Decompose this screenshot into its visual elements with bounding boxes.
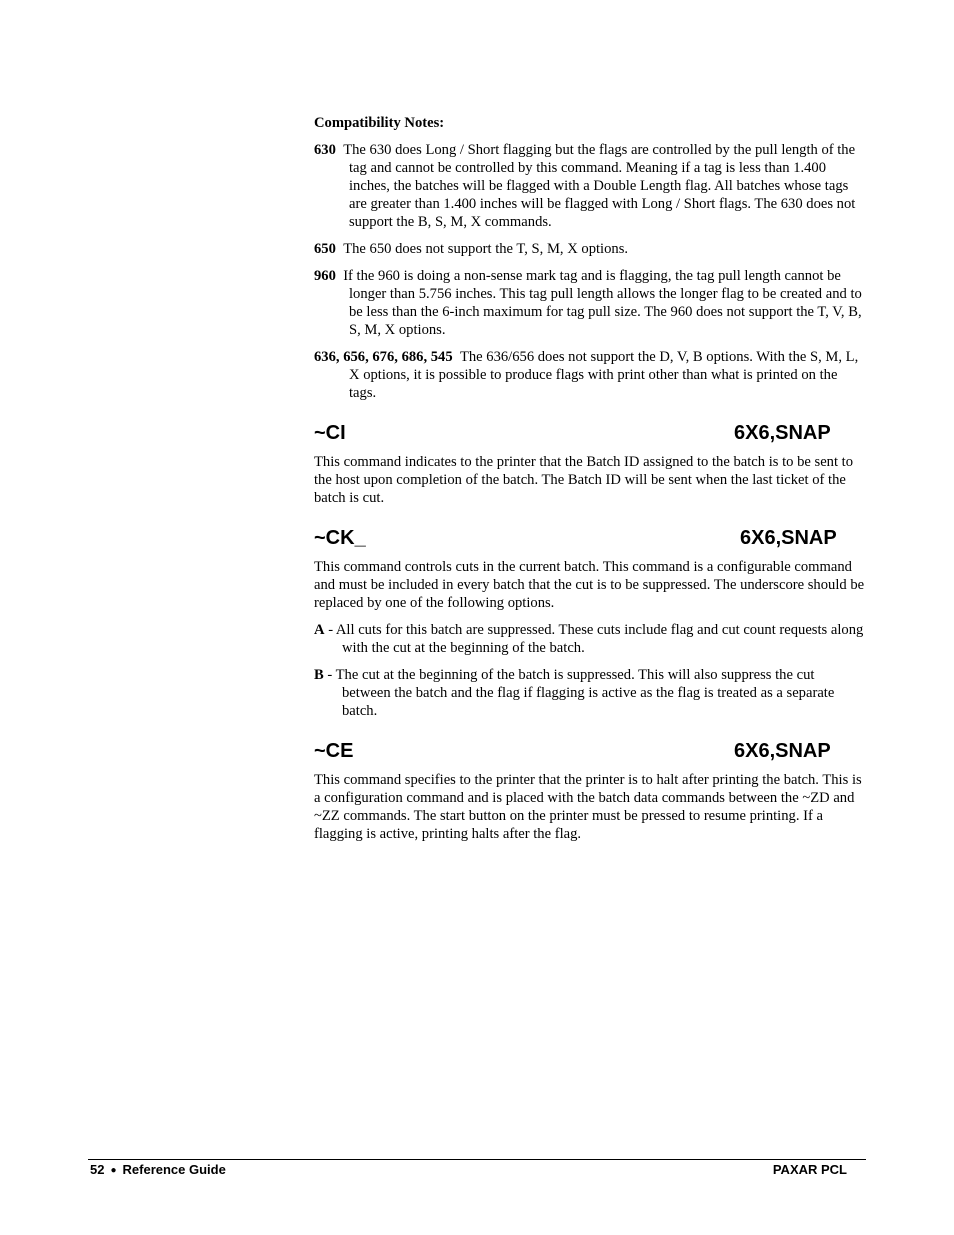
command-platforms: 6X6,SNAP bbox=[740, 527, 837, 549]
command-heading-ck bbox=[314, 526, 866, 550]
option-b bbox=[314, 666, 866, 720]
guide-title: Reference Guide bbox=[122, 1162, 226, 1177]
command-description-ci: This command indicates to the printer that the Batch ID assigned to the batch is to be sent to the host upon completion of the batch. The Batch ID will be sent when the last ticket of the batch is cut. bbox=[314, 454, 854, 506]
command-description-ck: This command controls cuts in the current batch. This command is a configurable command and must be included in every batch that the cut is to be suppressed. The underscore should be replaced by one of the following options. bbox=[314, 559, 865, 611]
note-650 bbox=[314, 240, 866, 258]
footer-rule bbox=[88, 1159, 866, 1160]
note-model: 960 bbox=[314, 268, 336, 284]
note-model: 636, 656, 676, 686, 545 bbox=[314, 349, 453, 365]
option-a bbox=[314, 621, 866, 657]
command-heading-ce bbox=[314, 739, 866, 763]
note-636-group bbox=[314, 348, 866, 402]
product-name: PAXAR PCL bbox=[772, 1162, 847, 1177]
footer-left bbox=[90, 1162, 226, 1179]
page-content bbox=[314, 114, 866, 852]
note-model: 630 bbox=[314, 142, 336, 158]
note-text: If the 960 is doing a non-sense mark tag and is flagging, the tag pull length cannot be longer than 5.756 inches. This tag pull length allows the longer flag to be created and to be less than the 6-inch maximum for tag pull size. The 960 does not support the T, V, B, S, M, X options. bbox=[343, 268, 862, 338]
note-630 bbox=[314, 141, 866, 231]
command-platforms: 6X6,SNAP bbox=[734, 422, 831, 444]
option-key: A bbox=[314, 622, 325, 638]
option-key: B bbox=[314, 667, 324, 683]
command-name: ~CE bbox=[314, 740, 354, 762]
command-name: ~CK_ bbox=[314, 527, 366, 549]
page-number: 52 bbox=[90, 1162, 105, 1177]
command-name: ~CI bbox=[314, 422, 346, 444]
note-text: The 630 does Long / Short flagging but the flags are controlled by the pull length of the tag and cannot be controlled by this command. Meaning if a tag is less than 1.400 inches, the batches will be flagged with a Double Length flag. All batches whose tags are greater than 1.400 inches will be flagged with Long / Short flags. The 630 does not support the B, S, M, X commands. bbox=[343, 142, 856, 230]
note-960 bbox=[314, 267, 866, 339]
option-text: - The cut at the beginning of the batch is suppressed. This will also suppress the cut between the batch and the flag if flagging is active as the flag is treated as a separate batch. bbox=[323, 667, 835, 719]
note-model: 650 bbox=[314, 241, 336, 257]
command-heading-ci bbox=[314, 421, 866, 445]
command-description-ce: This command specifies to the printer that the printer is to halt after printing the batch. This is a configuration command and is placed with the batch data commands between the ~ZD and ~ZZ commands. The start button on the printer must be pressed to resume printing. If a flagging is active, printing halts after the flag. bbox=[314, 772, 862, 842]
command-platforms: 6X6,SNAP bbox=[734, 740, 831, 762]
bullet-icon: ● bbox=[110, 1165, 117, 1176]
compatibility-notes-title: Compatibility Notes: bbox=[314, 115, 445, 131]
note-text: The 650 does not support the T, S, M, X options. bbox=[343, 241, 629, 257]
note-text: The 636/656 does not support the D, V, B options. With the S, M, L, X options, it is possible to produce flags with print other than what is printed on the tags. bbox=[349, 349, 859, 401]
option-text: - All cuts for this batch are suppressed. These cuts include flag and cut count requests along with the cut at the beginning of the batch. bbox=[324, 622, 864, 656]
